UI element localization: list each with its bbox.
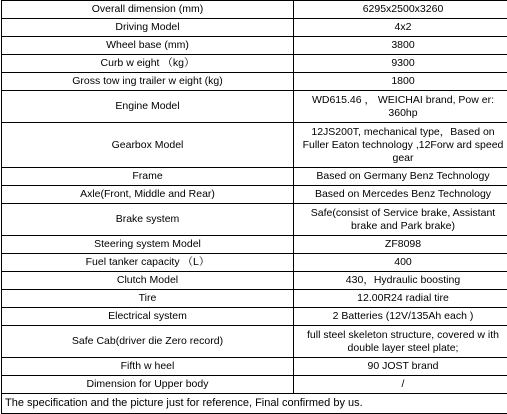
spec-label: Frame (2, 168, 294, 186)
spec-row (2, 358, 507, 376)
spec-label: Safe Cab(driver die Zero record) (2, 326, 294, 358)
spec-value: Safe(consist of Service brake, Assistant brake and Park brake) (294, 204, 507, 236)
spec-value: 6295x2500x3260 (294, 1, 507, 19)
spec-row (2, 37, 507, 55)
spec-label: Engine Model (2, 91, 294, 123)
spec-value: / (294, 376, 507, 394)
spec-row (2, 326, 507, 358)
spec-row (2, 123, 507, 168)
spec-label: Overall dimension (mm) (2, 1, 294, 19)
spec-value: Based on Germany Benz Technology (294, 168, 507, 186)
spec-value: 3800 (294, 37, 507, 55)
spec-label: Clutch Model (2, 272, 294, 290)
spec-row (2, 55, 507, 73)
spec-label: Axle(Front, Middle and Rear) (2, 186, 294, 204)
spec-label: Gross tow ing trailer w eight (kg) (2, 73, 294, 91)
spec-value: 1800 (294, 73, 507, 91)
spec-value: 2 Batteries (12V/135Ah each ) (294, 308, 507, 326)
spec-value: 9300 (294, 55, 507, 73)
spec-label: Driving Model (2, 19, 294, 37)
spec-label: Gearbox Model (2, 123, 294, 168)
spec-value: 12.00R24 radial tire (294, 290, 507, 308)
footnote: The specification and the picture just for reference, Final confirmed by us. (2, 394, 507, 414)
spec-label: Brake system (2, 204, 294, 236)
spec-value: 400 (294, 254, 507, 272)
spec-table-body (2, 1, 507, 414)
spec-label: Steering system Model (2, 236, 294, 254)
spec-value: 430，Hydraulic boosting (294, 272, 507, 290)
spec-row (2, 376, 507, 394)
spec-row (2, 236, 507, 254)
spec-row (2, 73, 507, 91)
spec-value: full steel skeleton structure, covered w ith double layer steel plate; (294, 326, 507, 358)
spec-value: WD615.46 ， WEICHAI brand, Pow er: 360hp (294, 91, 507, 123)
spec-value: 12JS200T, mechanical type，Based on Fuller Eaton technology ,12Forw ard speed gear (294, 123, 507, 168)
spec-label: Dimension for Upper body (2, 376, 294, 394)
spec-value: Based on Mercedes Benz Technology (294, 186, 507, 204)
spec-row (2, 290, 507, 308)
spec-row (2, 19, 507, 37)
spec-row (2, 308, 507, 326)
spec-row (2, 272, 507, 290)
footnote-row (2, 394, 507, 414)
spec-row (2, 1, 507, 19)
spec-row (2, 91, 507, 123)
spec-row (2, 204, 507, 236)
spec-label: Fifth w heel (2, 358, 294, 376)
spec-label: Tire (2, 290, 294, 308)
spec-label: Wheel base (mm) (2, 37, 294, 55)
spec-table (1, 0, 507, 414)
spec-row (2, 168, 507, 186)
spec-label: Curb w eight （kg） (2, 55, 294, 73)
spec-value: ZF8098 (294, 236, 507, 254)
spec-value: 4x2 (294, 19, 507, 37)
spec-value: 90 JOST brand (294, 358, 507, 376)
spec-row (2, 254, 507, 272)
spec-row (2, 186, 507, 204)
spec-label: Electrical system (2, 308, 294, 326)
spec-label: Fuel tanker capacity （L） (2, 254, 294, 272)
